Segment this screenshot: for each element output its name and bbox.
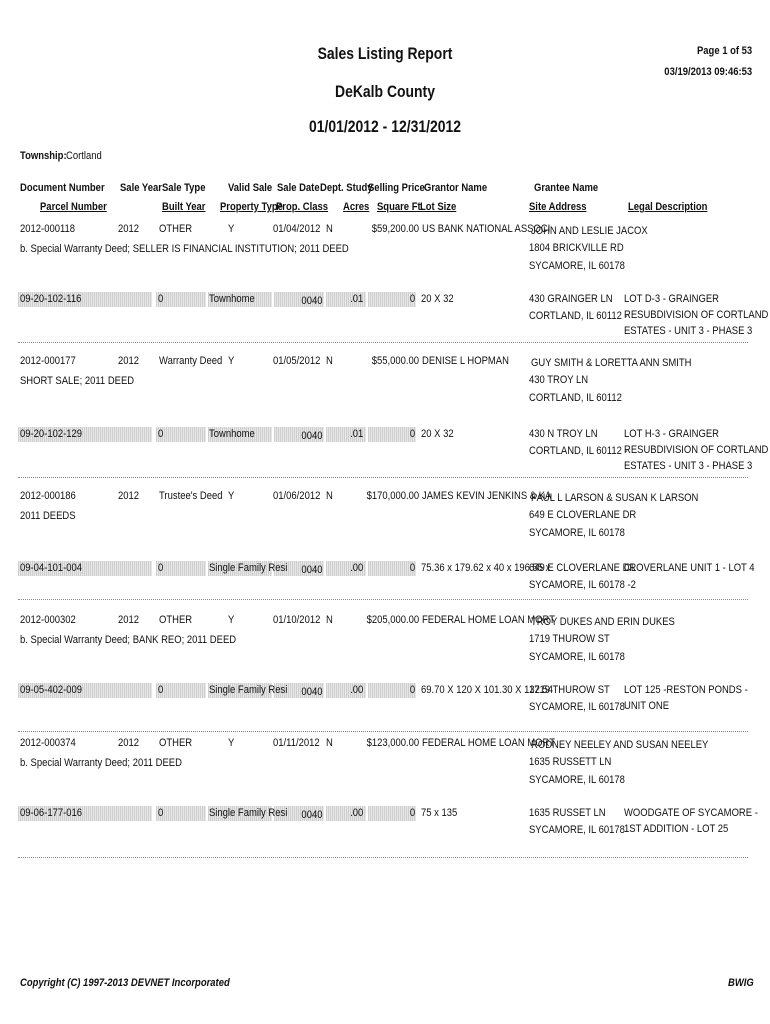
col-grantor-name: Grantor Name [424,182,488,194]
parcel-number: 09-04-101-004 [20,562,83,574]
grantee-address-line1: 649 E CLOVERLANE DR [529,509,637,521]
col-dept-study: Dept. Study [320,182,373,194]
sale-type: OTHER [159,614,193,626]
record-separator [18,599,748,600]
sale-year: 2012 [118,614,140,626]
parcel-field-background [156,561,206,576]
site-address-line1: 1635 RUSSET LN [529,807,606,819]
valid-sale: Y [228,355,235,367]
grantor-name: US BANK NATIONAL ASSOCI [422,223,551,235]
sale-note: 2011 DEEDS [20,510,76,522]
property-type: Townhome [209,293,255,305]
prop-class: 0040 [300,295,322,307]
grantee-name: RODNEY NEELEY AND SUSAN NEELEY [531,739,709,751]
square-ft: 0 [409,807,415,819]
acres: .01 [349,428,363,440]
grantee-address-line2: SYCAMORE, IL 60178 [529,260,625,272]
lot-size: 75.36 x 179.62 x 40 x 196.55 x [421,562,551,574]
dept-study: N [326,490,333,502]
run-timestamp: 03/19/2013 09:46:53 [664,66,752,78]
legal-description-line: 1ST ADDITION - LOT 25 [624,823,729,835]
built-year: 0 [158,562,164,574]
col-square-ft: Square Ft. [377,201,424,213]
prop-class: 0040 [300,564,322,576]
prop-class: 0040 [300,809,322,821]
page-number: Page 1 of 53 [696,45,752,57]
site-address-line1: 430 GRAINGER LN [529,293,613,305]
acres: .01 [349,293,363,305]
prop-class: 0040 [300,686,322,698]
legal-description-line: UNIT ONE [624,700,670,712]
dept-study: N [326,355,333,367]
site-address-line1: 649 E CLOVERLANE DR [529,562,637,574]
col-sale-year: Sale Year [120,182,162,194]
lot-size: 20 X 32 [421,293,454,305]
sale-date: 01/06/2012 [273,490,321,502]
document-number: 2012-000118 [20,223,76,235]
parcel-number: 09-20-102-129 [20,428,83,440]
township-label: Township: [20,150,67,162]
selling-price: $205,000.00 [366,614,419,626]
legal-description-line: RESUBDIVISION OF CORTLAND [624,309,769,321]
col-property-type: Property Type [220,201,283,213]
valid-sale: Y [228,614,235,626]
grantee-address-line1: 430 TROY LN [529,374,589,386]
built-year: 0 [158,293,164,305]
square-ft: 0 [409,684,415,696]
sale-type: Trustee's Deed [159,490,223,502]
parcel-field-background [368,806,416,821]
valid-sale: Y [228,490,235,502]
grantee-address-line2: SYCAMORE, IL 60178 [529,527,625,539]
col-grantee-name: Grantee Name [534,182,599,194]
dept-study: N [326,614,333,626]
col-sale-type: Sale Type [162,182,206,194]
legal-description-line: LOT H-3 - GRAINGER [624,428,719,440]
grantee-address-line2: CORTLAND, IL 60112 [529,392,622,404]
date-range: 01/01/2012 - 12/31/2012 [309,117,461,136]
selling-price: $55,000.00 [371,355,419,367]
lot-size: 75 x 135 [421,807,458,819]
col-sale-date: Sale Date [277,182,320,194]
parcel-number: 09-06-177-016 [20,807,83,819]
property-type: Townhome [209,428,255,440]
grantee-address-line1: 1635 RUSSETT LN [529,756,612,768]
record-separator [18,477,748,478]
parcel-field-background [156,683,206,698]
dept-study: N [326,737,333,749]
legal-description-line: LOT 125 -RESTON PONDS - [624,684,748,696]
acres: .00 [349,807,363,819]
grantee-name: GUY SMITH & LORETTA ANN SMITH [531,357,692,369]
copyright: Copyright (C) 1997-2013 DEVNET Incorporated [20,977,230,989]
property-type: Single Family Resi [209,807,288,819]
legal-description-line: CLOVERLANE UNIT 1 - LOT 4 [624,562,755,574]
valid-sale: Y [228,737,235,749]
square-ft: 0 [409,293,415,305]
grantor-name: FEDERAL HOME LOAN MORT [422,614,555,626]
township-value: Cortland [66,150,102,162]
parcel-field-background [368,427,416,442]
legal-description-line: ESTATES - UNIT 3 - PHASE 3 [624,460,753,472]
parcel-field-background [156,292,206,307]
site-address-line2: CORTLAND, IL 60112 - [529,310,628,322]
col-site-address: Site Address [529,201,587,213]
grantor-name: DENISE L HOPMAN [422,355,509,367]
property-type: Single Family Resi [209,684,288,696]
report-code: BWIG [728,977,754,989]
sale-type: OTHER [159,223,193,235]
built-year: 0 [158,428,164,440]
record-separator [18,857,748,858]
legal-description-line: LOT D-3 - GRAINGER [624,293,719,305]
parcel-field-background [368,292,416,307]
col-document-number: Document Number [20,182,105,194]
site-address-line1: 430 N TROY LN [529,428,598,440]
parcel-field-background [368,561,416,576]
parcel-number: 09-20-102-116 [20,293,82,305]
sale-date: 01/04/2012 [273,223,321,235]
sale-date: 01/11/2012 [273,737,320,749]
site-address-line2: SYCAMORE, IL 60178 [529,701,625,713]
grantee-address-line1: 1804 BRICKVILLE RD [529,242,624,254]
site-address-line1: 1719 THUROW ST [529,684,610,696]
sale-type: OTHER [159,737,193,749]
built-year: 0 [158,807,164,819]
sale-type: Warranty Deed [159,355,223,367]
prop-class: 0040 [300,430,322,442]
sale-note: b. Special Warranty Deed; SELLER IS FINANCIAL INSTITUTION; 2011 DEED [20,243,349,255]
document-number: 2012-000186 [20,490,76,502]
grantee-address-line2: SYCAMORE, IL 60178 [529,651,625,663]
sale-note: b. Special Warranty Deed; 2011 DEED [20,757,182,769]
document-number: 2012-000302 [20,614,76,626]
acres: .00 [349,562,363,574]
col-legal-description: Legal Description [628,201,708,213]
sale-note: SHORT SALE; 2011 DEED [20,375,135,387]
lot-size: 69.70 X 120 X 101.30 X 132.54 [421,684,554,696]
sale-year: 2012 [118,737,140,749]
record-separator [18,342,748,343]
grantee-name: TROY DUKES AND ERIN DUKES [531,616,675,628]
site-address-line2: CORTLAND, IL 60112 - [529,445,628,457]
parcel-field-background [156,427,206,442]
parcel-number: 09-05-402-009 [20,684,83,696]
sale-note: b. Special Warranty Deed; BANK REO; 2011 DEED [20,634,237,646]
col-valid-sale: Valid Sale [228,182,273,194]
built-year: 0 [158,684,164,696]
report-title: Sales Listing Report [317,44,453,63]
square-ft: 0 [409,428,415,440]
sale-year: 2012 [118,223,140,235]
col-acres: Acres [343,201,370,213]
selling-price: $170,000.00 [366,490,419,502]
grantee-address-line2: SYCAMORE, IL 60178 [529,774,625,786]
dept-study: N [326,223,333,235]
col-parcel-number: Parcel Number [40,201,107,213]
grantor-name: FEDERAL HOME LOAN MORT [422,737,555,749]
col-prop-class: Prop. Class [276,201,329,213]
site-address-line2: SYCAMORE, IL 60178 -2 [529,579,636,591]
valid-sale: Y [228,223,235,235]
sale-year: 2012 [118,355,140,367]
sale-date: 01/05/2012 [273,355,321,367]
county-name: DeKalb County [335,82,435,101]
legal-description-line: RESUBDIVISION OF CORTLAND [624,444,769,456]
sale-year: 2012 [118,490,140,502]
property-type: Single Family Resi [209,562,288,574]
selling-price: $123,000.00 [366,737,419,749]
legal-description-line: ESTATES - UNIT 3 - PHASE 3 [624,325,753,337]
col-lot-size: Lot Size [420,201,457,213]
grantee-name: JOHN AND LESLIE JACOX [531,225,648,237]
parcel-field-background [368,683,416,698]
col-built-year: Built Year [162,201,206,213]
grantee-name: PAUL L LARSON & SUSAN K LARSON [531,492,699,504]
lot-size: 20 X 32 [421,428,454,440]
record-separator [18,731,748,732]
document-number: 2012-000177 [20,355,76,367]
site-address-line2: SYCAMORE, IL 60178 [529,824,625,836]
sale-date: 01/10/2012 [273,614,321,626]
selling-price: $59,200.00 [371,223,419,235]
acres: .00 [349,684,363,696]
square-ft: 0 [409,562,415,574]
grantor-name: JAMES KEVIN JENKINS & KA [422,490,552,502]
document-number: 2012-000374 [20,737,76,749]
grantee-address-line1: 1719 THUROW ST [529,633,610,645]
legal-description-line: WOODGATE OF SYCAMORE - [624,807,758,819]
col-selling-price: Selling Price [368,182,425,194]
parcel-field-background [156,806,206,821]
